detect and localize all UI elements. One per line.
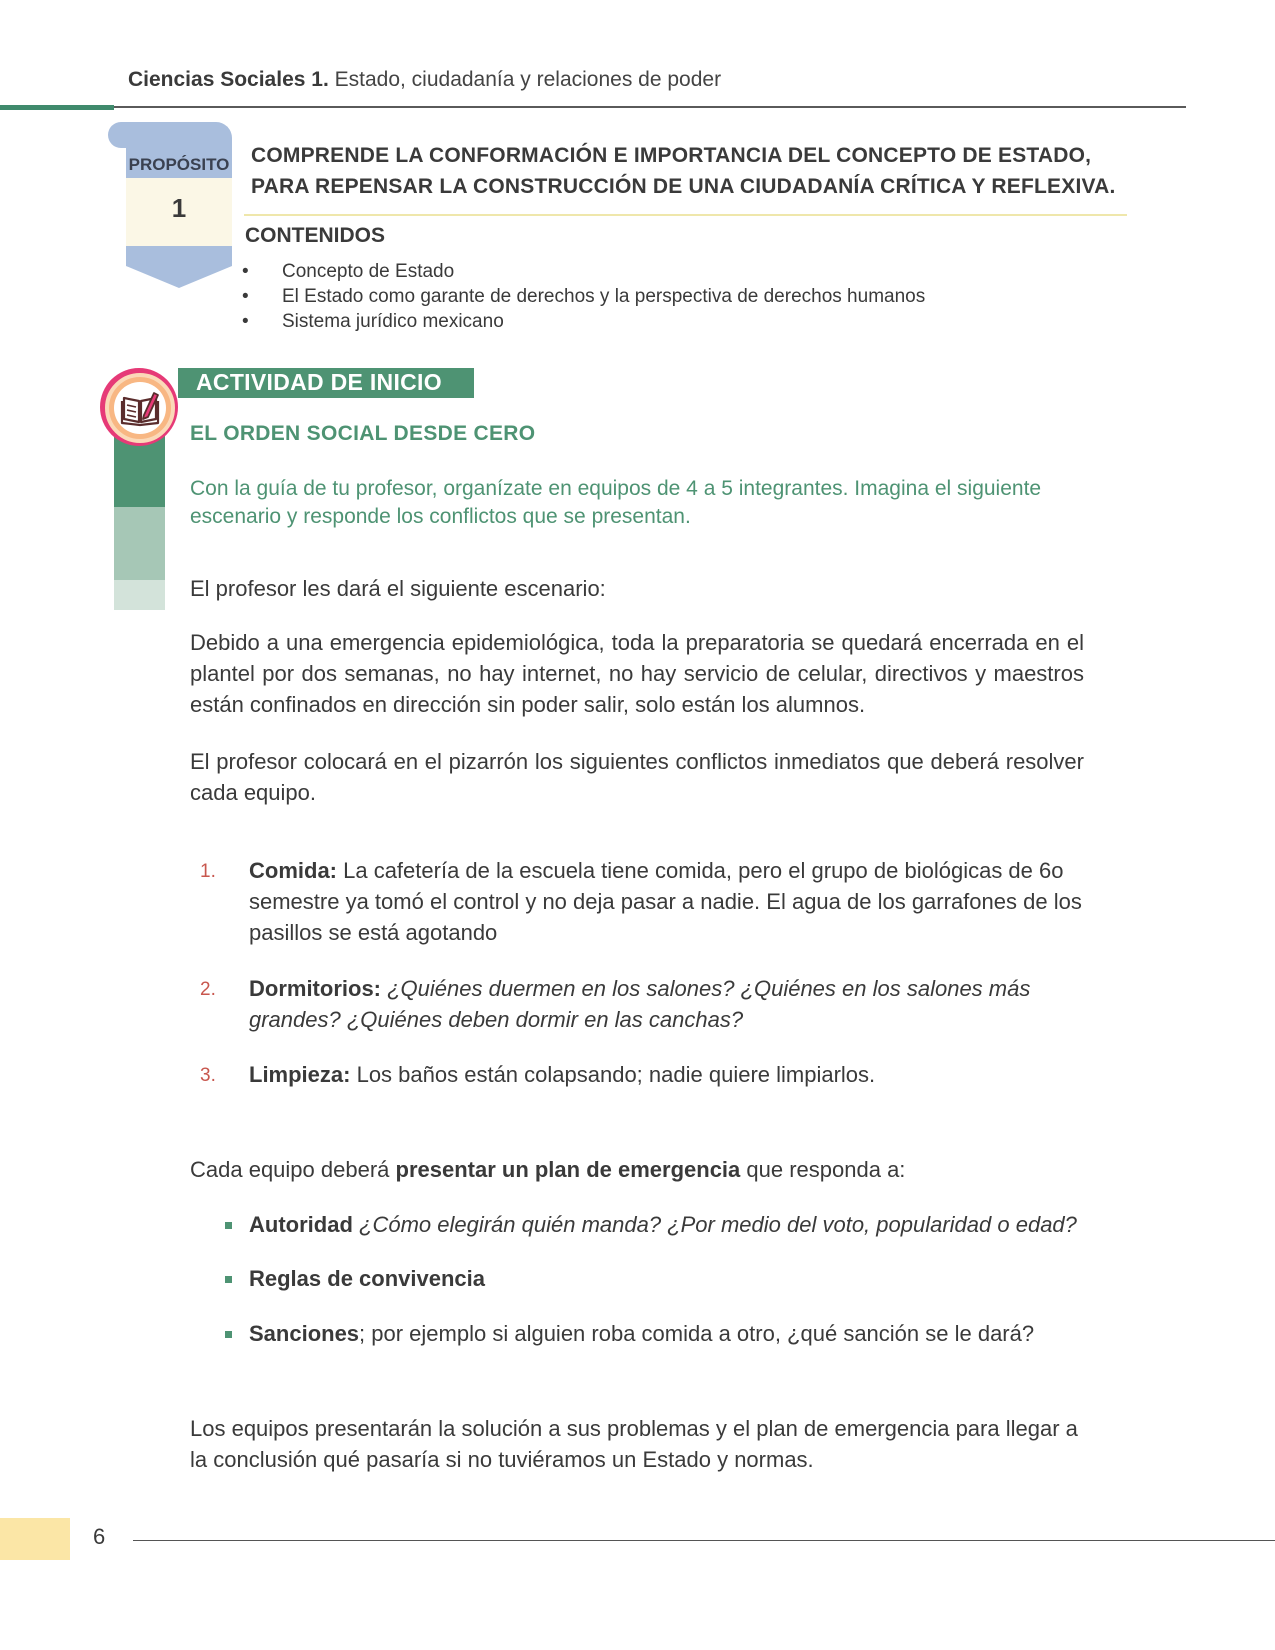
book-title: Ciencias Sociales 1. [128, 68, 329, 91]
plan-intro-emphasis: presentar un plan de emergencia [395, 1157, 741, 1182]
plan-intro-text: Cada equipo deberá [190, 1157, 396, 1182]
plan-item-label: Reglas de convivencia [249, 1266, 485, 1291]
plan-item-text [249, 1318, 1084, 1349]
item-number: 1. [200, 861, 216, 882]
scenario-paragraph: Debido a una emergencia epidemiológica, toda la preparatoria se quedará encerrada en el plantel por dos semanas, no hay internet, no hay servicio de celular, directivos y maestros están confinados en dirección sin poder salir, solo están los alumnos. [190, 630, 1084, 717]
header-divider [114, 106, 1186, 108]
conflict-item [200, 855, 1084, 948]
header-accent-bar [0, 105, 114, 110]
activity-instructions: Con la guía de tu profesor, organízate en equipos de 4 a 5 integrantes. Imagina el siguiente escenario y responde los conflictos que se presentan. [190, 477, 1042, 528]
conflict-description: Los baños están colapsando; nadie quiere limpiarlos. [350, 1062, 876, 1087]
conflicts-intro: El profesor colocará en el pizarrón los siguientes conflictos inmediatos que deberá resolver cada equipo. [190, 749, 1084, 805]
contenidos-heading: CONTENIDOS [245, 224, 386, 247]
conflict-item [200, 973, 1084, 1035]
scenario-intro: El profesor les dará el siguiente escenario: [190, 576, 606, 601]
purpose-title: COMPRENDE LA CONFORMACIÓN E IMPORTANCIA DEL CONCEPTO DE ESTADO, PARA REPENSAR LA CONSTRUCCIÓN DE UNA CIUDADANÍA CRÍTICA Y REFLEXIVA. [251, 144, 1116, 198]
item-number: 2. [200, 979, 216, 1000]
contenidos-list [242, 259, 925, 334]
footer-tab [0, 1518, 70, 1560]
activity-banner-title: ACTIVIDAD DE INICIO [196, 369, 442, 395]
list-item-text: Concepto de Estado [282, 261, 455, 282]
activity-side-bar-lighter [114, 580, 165, 610]
conclusion-paragraph: Los equipos presentarán la solución a sus problemas y el plan de emergencia para llegar a la conclusión qué pasaría si no tuviéramos un Estado y normas. [190, 1416, 1078, 1472]
book-subtitle: Estado, ciudadanía y relaciones de poder [328, 68, 722, 91]
plan-item-description: ¿Cómo elegirán quién manda? ¿Por medio del voto, popularidad o edad? [352, 1212, 1077, 1237]
plan-item [222, 1263, 1084, 1294]
activity-side-bar-light [114, 507, 165, 580]
conflict-label: Limpieza: [249, 1062, 351, 1087]
bullet: • [242, 311, 249, 332]
plan-item-text [249, 1209, 1084, 1240]
plan-intro [190, 1154, 1084, 1185]
conflict-description: ¿Quiénes duermen en los salones? ¿Quiénes en los salones más grandes? ¿Quiénes deben dormir en las canchas? [249, 976, 1031, 1032]
plan-item [222, 1318, 1084, 1349]
conflict-label: Comida: [249, 858, 337, 883]
list-item [242, 284, 925, 309]
list-item-text: Sistema jurídico mexicano [282, 311, 504, 332]
proposito-number: 1 [171, 193, 187, 223]
conflict-description: La cafetería de la escuela tiene comida, pero el grupo de biológicas de 6o semestre ya tomó el control y no deja pasar a nadie. El agua de los garrafones de los pasillos se está agotando [249, 858, 1082, 945]
plan-item-text [249, 1263, 1084, 1294]
notebook-pencil-icon [114, 382, 166, 434]
proposito-tab-bottom [126, 246, 232, 266]
activity-subtitle: EL ORDEN SOCIAL DESDE CERO [190, 422, 536, 445]
plan-item [222, 1209, 1084, 1240]
conflict-text [249, 1059, 1084, 1090]
footer-divider [133, 1540, 1275, 1541]
plan-intro-text-end: que responda a: [740, 1157, 906, 1182]
square-bullet [225, 1222, 232, 1229]
conflict-item [200, 1059, 1084, 1090]
plan-item-label: Sanciones [249, 1321, 360, 1346]
square-bullet [225, 1331, 232, 1338]
bullet: • [242, 286, 249, 307]
list-item-text: El Estado como garante de derechos y la perspectiva de derechos humanos [282, 286, 926, 307]
bullet: • [242, 261, 249, 282]
conflict-text [249, 973, 1084, 1035]
square-bullet [225, 1276, 232, 1283]
proposito-arrow [126, 266, 232, 288]
conflict-text [249, 855, 1084, 948]
purpose-divider [244, 214, 1127, 216]
plan-item-label: Autoridad [249, 1212, 353, 1237]
conflict-label: Dormitorios: [249, 976, 381, 1001]
plan-item-description: ; por ejemplo si alguien roba comida a otro, ¿qué sanción se le dará? [359, 1321, 1035, 1346]
running-header [128, 68, 721, 92]
proposito-label: PROPÓSITO [128, 155, 230, 174]
page-number: 6 [93, 1524, 106, 1549]
list-item [242, 259, 925, 284]
item-number: 3. [200, 1065, 216, 1086]
list-item [242, 309, 925, 334]
